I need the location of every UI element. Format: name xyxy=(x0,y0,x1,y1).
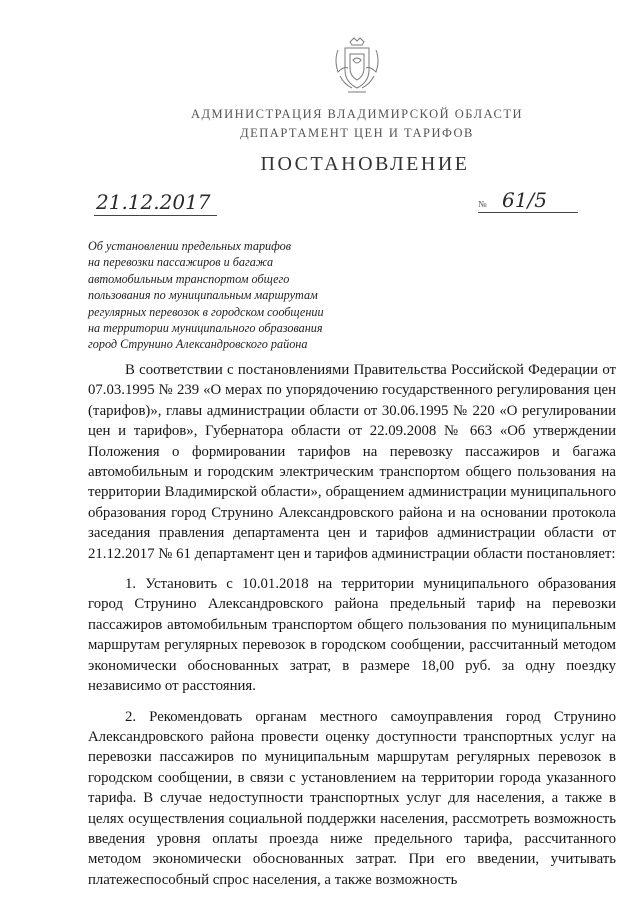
item-2-paragraph: 2. Рекомендовать органам местного самоуправления город Струнино Александровского района провести оценку доступности транспортных услуг на перевозки пассажиров по муниципальным маршрутам регулярных перевозок в городском сообщении, в связи с установлением на территории города указанного тарифа. В случае недоступности транспортных услуг для населения, а также в целях осуществления социальной поддержки населения, рассмотреть возможность введения уровня оплаты проезда ниже предельного тарифа, рассчитанного методом экономически обоснованных затрат. При его введении, учитывать платежеспособный спрос населения, а также возможность xyxy=(88,708,616,888)
subject-line: на перевозки пассажиров и багажа xyxy=(88,255,274,270)
document-number: 61/5 xyxy=(502,188,547,212)
subject-line: пользования по муниципальным маршрутам xyxy=(88,288,318,303)
item-1-paragraph: 1. Установить с 10.01.2018 на территории муниципального образования город Струнино Александровского района предельный тариф на перевозки пассажиров автомобильным транспортом общего пользования по муниципальным маршрутам регулярных перевозок в городском сообщении, рассчитанный методом экономически обоснованных затрат, в размере 18,00 руб. за одну поездку независимо от расстояния. xyxy=(88,576,616,695)
department-name: ДЕПАРТАМЕНТ ЦЕН И ТАРИФОВ xyxy=(240,126,474,140)
subject-line: город Струнино Александровского района xyxy=(88,337,308,352)
number-sign: № xyxy=(478,199,487,209)
subject-line: регулярных перевозок в городском сообщении xyxy=(88,304,324,319)
document-number-field xyxy=(478,188,578,213)
coat-of-arms-icon xyxy=(330,36,384,96)
subject-line: на территории муниципального образования xyxy=(88,321,323,336)
organization-name: АДМИНИСТРАЦИЯ ВЛАДИМИРСКОЙ ОБЛАСТИ xyxy=(190,107,524,121)
subject-line: Об установлении предельных тарифов xyxy=(88,239,292,253)
document-body xyxy=(88,360,616,890)
preamble-paragraph: В соответствии с постановлениями Правительства Российской Федерации от 07.03.1995 № 239 «О мерах по упорядочению государственного регулирования цен (тарифов)», главы администрации области от 30.06.1995 № 220 «О регулировании цен и тарифов», Губернатора области от 22.09.2008 № 663 «Об утверждении Положения о формировании тарифов на перевозку пассажиров и багажа автомобильным и городским электрическим транспортом общего пользования на территории Владимирской области», обращением администрации муниципального образования город Струнино Александровского района и на основании протокола заседания правления департамента цен и тарифов администрации области от 21.12.2017 № 61 департамент цен и тарифов администрации области постановляет: xyxy=(88,362,616,562)
document-subject xyxy=(88,238,388,353)
subject-line: автомобильным транспортом общего xyxy=(88,271,290,286)
document-date: 21.12.2017 xyxy=(94,190,217,216)
document-type-title: ПОСТАНОВЛЕНИЕ xyxy=(260,153,470,175)
